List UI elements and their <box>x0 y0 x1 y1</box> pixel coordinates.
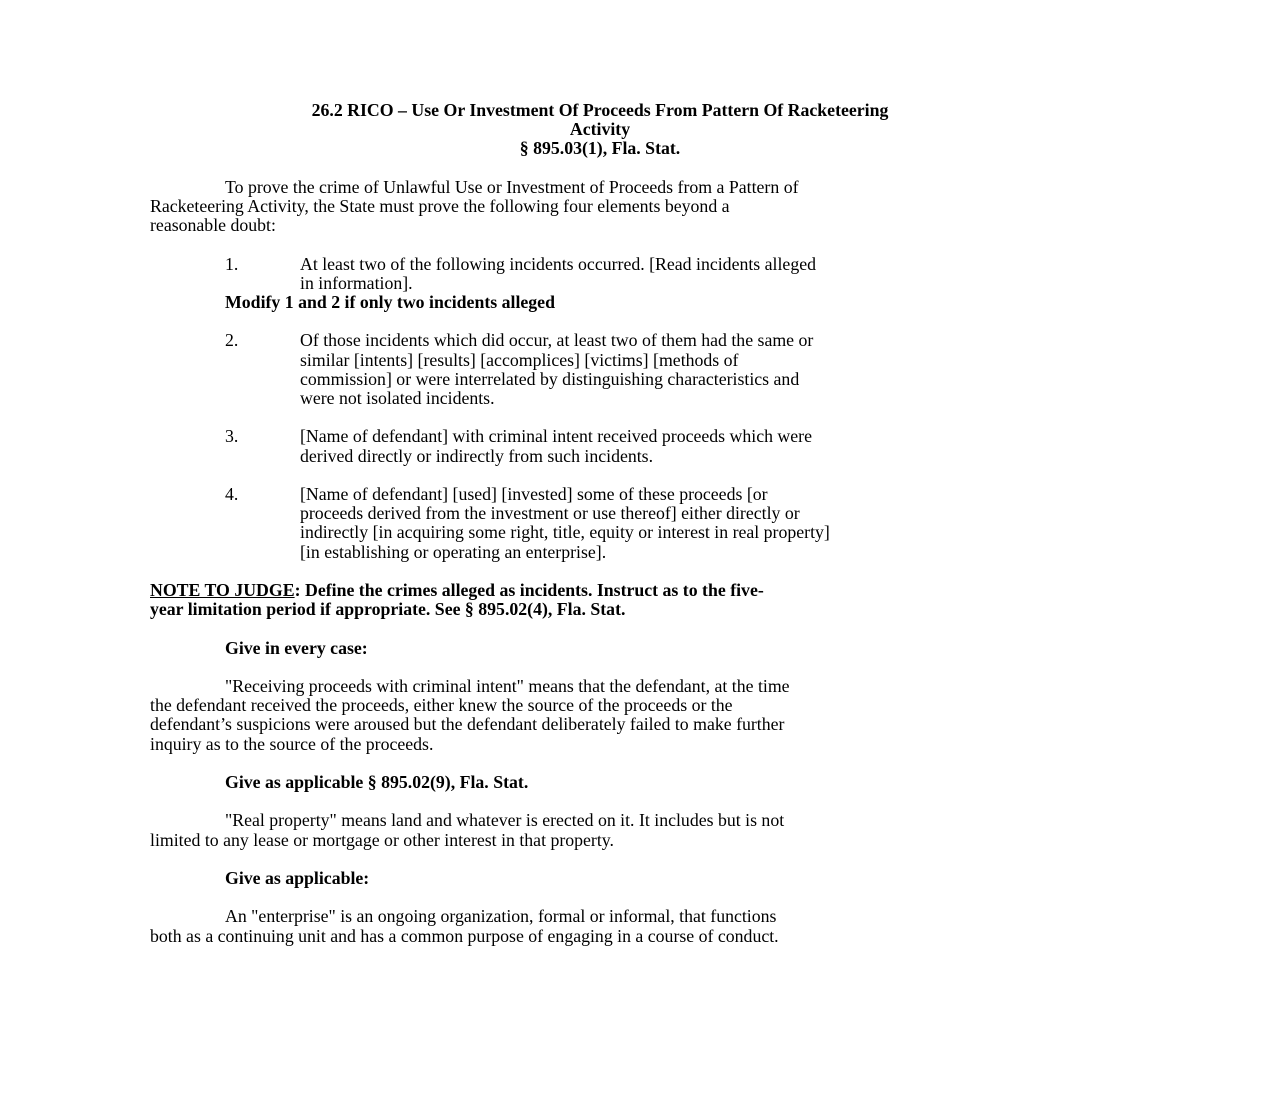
element-number: 3. <box>225 426 239 447</box>
title-line: 26.2 RICO – Use Or Investment Of Proceeds From Pattern Of Racketeering <box>311 100 889 120</box>
give-every-case-heading: Give in every case: <box>225 637 368 658</box>
note-label: NOTE TO JUDGE <box>150 579 295 600</box>
document-page <box>150 101 1050 946</box>
statute-citation: § 895.03(1), Fla. Stat. <box>519 138 681 159</box>
give-applicable-heading: Give as applicable: <box>225 867 370 888</box>
element-number: 4. <box>225 483 239 504</box>
enterprise-definition: An "enterprise" is an ongoing organization, formal or informal, that functions both as a continuing unit and has a common purpose of engaging in a course of conduct. <box>150 906 779 946</box>
document-title <box>150 101 1050 159</box>
element-number: 1. <box>225 253 239 274</box>
element-item-1: 1. At least two of the following incidents occurred. [Read incidents alleged in information]. <box>225 253 816 293</box>
receiving-proceeds-definition: "Receiving proceeds with criminal intent" means that the defendant, at the time the defendant received the proceeds, either knew the source of the proceeds or the defendant’s suspicions were aroused but the defendant deliberately failed to make further inquiry as to the source of the proceeds. <box>150 675 790 754</box>
element-item-4: 4. [Name of defendant] [used] [invested] some of these proceeds [or proceeds derived from the investment or use thereof] either directly or indirectly [in acquiring some right, title, equity or interest in real property] [in establishing or operating an enterprise]. <box>225 483 830 562</box>
title-line: Activity <box>569 119 631 140</box>
element-number: 2. <box>225 330 239 351</box>
real-property-definition: "Real property" means land and whatever is erected on it. It includes but is not limited to any lease or mortgage or other interest in that property. <box>150 810 785 850</box>
intro-paragraph: To prove the crime of Unlawful Use or Investment of Proceeds from a Pattern of Racketeering Activity, the State must prove the following four elements beyond a reasonable doubt: <box>150 176 799 236</box>
element-item-2: 2. Of those incidents which did occur, at least two of them had the same or similar [intents] [results] [accomplices] [victims] [methods of commission] or were interrelated by distinguishing characteristics and were not isolated incidents. <box>225 330 814 408</box>
give-applicable-statute-heading: Give as applicable § 895.02(9), Fla. Stat. <box>225 771 529 792</box>
element-item-3: 3. [Name of defendant] with criminal intent received proceeds which were derived directly or indirectly from such incidents. <box>225 426 812 466</box>
note-to-judge: NOTE TO JUDGE: Define the crimes alleged as incidents. Instruct as to the five- year limitation period if appropriate. See § 895.02(4), Fla. Stat. <box>150 579 764 620</box>
modify-note: Modify 1 and 2 if only two incidents alleged <box>225 292 555 312</box>
